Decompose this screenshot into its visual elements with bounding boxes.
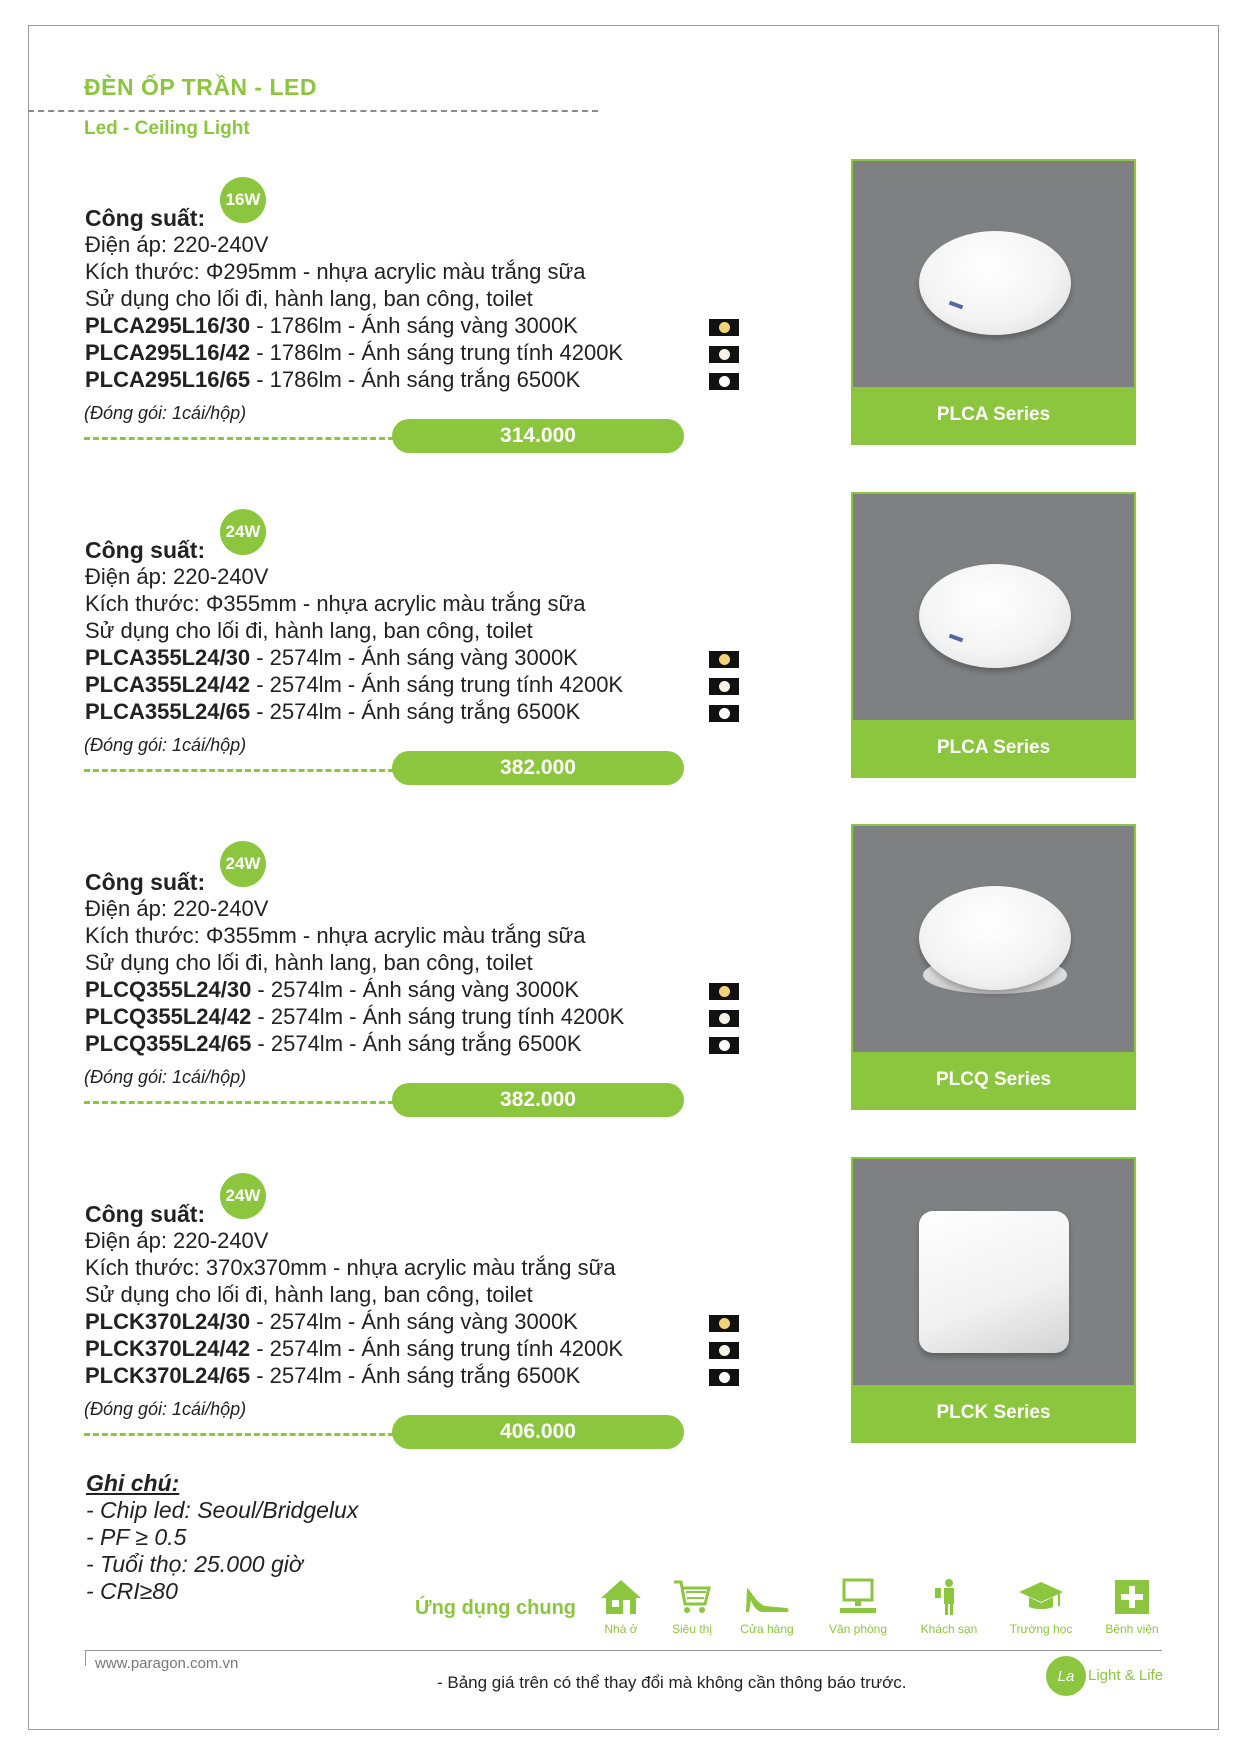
- voltage-spec: Điện áp: 220-240V: [85, 896, 269, 921]
- brand-logo: La: [1046, 1656, 1086, 1696]
- model-desc: - 2574lm - Ánh sáng trắng 6500K: [251, 1031, 582, 1056]
- price-tag: 382.000: [392, 1083, 684, 1117]
- light-color-icon: [709, 1369, 739, 1386]
- brand-mark: [949, 301, 964, 310]
- price-tag: 382.000: [392, 751, 684, 785]
- app-label: Bệnh viện: [1105, 1622, 1159, 1636]
- power-label: Công suất:: [85, 537, 206, 563]
- power-label: Công suất:: [85, 205, 206, 231]
- light-dot: [719, 986, 730, 997]
- light-dot: [719, 322, 730, 333]
- square-ceiling-lamp-image: [919, 1211, 1069, 1353]
- light-dot: [719, 1372, 730, 1383]
- note-item: - Chip led: Seoul/Bridgelux: [86, 1497, 359, 1523]
- packing-info: (Đóng gói: 1cái/hộp): [84, 1067, 247, 1087]
- app-label: Siêu thị: [671, 1622, 713, 1636]
- light-dot: [719, 708, 730, 719]
- packing-info: (Đóng gói: 1cái/hộp): [84, 735, 247, 755]
- model-row: [85, 1004, 624, 1030]
- model-desc: - 2574lm - Ánh sáng trắng 6500K: [250, 699, 581, 724]
- series-label: PLCA Series: [853, 387, 1134, 443]
- wattage-badge: 16W: [220, 177, 266, 223]
- product-photo: [851, 159, 1136, 445]
- model-code: PLCA295L16/65: [85, 367, 251, 392]
- light-dot: [719, 1013, 730, 1024]
- packing-divider: [84, 437, 394, 440]
- usage-spec: Sử dụng cho lối đi, hành lang, ban công, toilet: [85, 286, 533, 311]
- light-color-icon: [709, 1010, 739, 1027]
- model-row: [85, 645, 578, 671]
- model-desc: - 2574lm - Ánh sáng trung tính 4200K: [250, 672, 624, 697]
- size-spec: Kích thước: Φ355mm - nhựa acrylic màu trắng sữa: [85, 591, 586, 616]
- footer-tick: [85, 1650, 86, 1666]
- light-color-icon: [709, 1315, 739, 1332]
- model-code: PLCA355L24/42: [85, 672, 251, 697]
- usage-spec: Sử dụng cho lối đi, hành lang, ban công, toilet: [85, 1282, 533, 1307]
- packing-divider: [84, 1101, 394, 1104]
- cart-icon: [672, 1578, 712, 1616]
- light-dot: [719, 1345, 730, 1356]
- footer-divider: [85, 1650, 1162, 1651]
- note-item: - CRI≥80: [86, 1578, 178, 1604]
- model-desc: - 1786lm - Ánh sáng vàng 3000K: [250, 313, 578, 338]
- model-code: PLCK370L24/30: [85, 1309, 251, 1334]
- size-spec: Kích thước: 370x370mm - nhựa acrylic màu trắng sữa: [85, 1255, 616, 1280]
- app-label: Cửa hàng: [740, 1622, 794, 1636]
- page-subtitle: Led - Ceiling Light: [84, 118, 250, 139]
- price-tag: 406.000: [392, 1415, 684, 1449]
- app-label: Nhà ở: [604, 1622, 638, 1636]
- model-desc: - 1786lm - Ánh sáng trắng 6500K: [250, 367, 581, 392]
- app-label: Văn phòng: [828, 1622, 888, 1636]
- title-divider: [28, 110, 598, 112]
- app-hotel: [904, 1578, 994, 1636]
- packing-info: (Đóng gói: 1cái/hộp): [84, 1399, 247, 1419]
- power-label: Công suất:: [85, 869, 206, 895]
- note-item: - PF ≥ 0.5: [86, 1524, 187, 1550]
- graduation-cap-icon: [1017, 1578, 1065, 1616]
- model-desc: - 2574lm - Ánh sáng trắng 6500K: [250, 1363, 581, 1388]
- model-code: PLCK370L24/65: [85, 1363, 251, 1388]
- size-spec: Kích thước: Φ355mm - nhựa acrylic màu trắng sữa: [85, 923, 586, 948]
- model-row: [85, 340, 623, 366]
- model-desc: - 1786lm - Ánh sáng trung tính 4200K: [250, 340, 624, 365]
- model-code: PLCQ355L24/30: [85, 977, 252, 1002]
- light-color-icon: [709, 1342, 739, 1359]
- office-desk-icon: [838, 1578, 878, 1616]
- wattage-badge: 24W: [220, 841, 266, 887]
- model-code: PLCQ355L24/42: [85, 1004, 252, 1029]
- packing-divider: [84, 769, 394, 772]
- light-color-icon: [709, 319, 739, 336]
- round-ceiling-lamp-image: [919, 886, 1071, 990]
- model-desc: - 2574lm - Ánh sáng vàng 3000K: [250, 1309, 578, 1334]
- series-label: PLCQ Series: [853, 1052, 1134, 1108]
- page-title: ĐÈN ỐP TRẦN - LED: [84, 74, 317, 100]
- model-row: [85, 367, 580, 393]
- model-desc: - 2574lm - Ánh sáng trung tính 4200K: [250, 1336, 624, 1361]
- note-item: - Tuổi thọ: 25.000 giờ: [86, 1551, 303, 1577]
- bellhop-icon: [929, 1578, 969, 1616]
- brand-tagline: Light & Life: [1088, 1667, 1164, 1684]
- light-dot: [719, 681, 730, 692]
- series-label: PLCK Series: [853, 1385, 1134, 1441]
- high-heel-icon: [743, 1578, 791, 1616]
- app-shop: [722, 1578, 812, 1636]
- model-row: [85, 313, 578, 339]
- light-dot: [719, 1318, 730, 1329]
- round-ceiling-lamp-image: [919, 231, 1071, 335]
- app-office: [813, 1578, 903, 1636]
- light-color-icon: [709, 651, 739, 668]
- model-row: [85, 1309, 578, 1335]
- price-tag: 314.000: [392, 419, 684, 453]
- app-label: Trường học: [1009, 1622, 1073, 1636]
- model-code: PLCK370L24/42: [85, 1336, 251, 1361]
- light-color-icon: [709, 1037, 739, 1054]
- product-photo: [851, 1157, 1136, 1443]
- packing-info: (Đóng gói: 1cái/hộp): [84, 403, 247, 423]
- model-code: PLCA355L24/30: [85, 645, 251, 670]
- notes-section: [86, 1470, 358, 1605]
- light-color-icon: [709, 705, 739, 722]
- model-desc: - 2574lm - Ánh sáng vàng 3000K: [250, 645, 578, 670]
- light-dot: [719, 349, 730, 360]
- model-row: [85, 699, 580, 725]
- packing-divider: [84, 1433, 394, 1436]
- notes-heading: Ghi chú:: [86, 1470, 180, 1496]
- model-row: [85, 1336, 623, 1362]
- price-disclaimer: - Bảng giá trên có thể thay đổi mà không cần thông báo trước.: [437, 1673, 907, 1692]
- series-label: PLCA Series: [853, 720, 1134, 776]
- product-photo: [851, 824, 1136, 1110]
- model-row: [85, 1363, 580, 1389]
- light-dot: [719, 1040, 730, 1051]
- model-code: PLCA355L24/65: [85, 699, 251, 724]
- app-label: Khách sạn: [920, 1622, 978, 1636]
- light-dot: [719, 654, 730, 665]
- model-desc: - 2574lm - Ánh sáng trung tính 4200K: [251, 1004, 625, 1029]
- brand-mark: [949, 634, 964, 643]
- voltage-spec: Điện áp: 220-240V: [85, 1228, 269, 1253]
- medical-cross-icon: [1113, 1578, 1151, 1616]
- app-hospital: [1087, 1578, 1177, 1636]
- usage-spec: Sử dụng cho lối đi, hành lang, ban công, toilet: [85, 618, 533, 643]
- power-label: Công suất:: [85, 1201, 206, 1227]
- voltage-spec: Điện áp: 220-240V: [85, 232, 269, 257]
- light-dot: [719, 376, 730, 387]
- light-color-icon: [709, 983, 739, 1000]
- usage-spec: Sử dụng cho lối đi, hành lang, ban công, toilet: [85, 950, 533, 975]
- product-photo: [851, 492, 1136, 778]
- house-icon: [599, 1578, 643, 1616]
- round-ceiling-lamp-image: [919, 564, 1071, 668]
- wattage-badge: 24W: [220, 1173, 266, 1219]
- light-color-icon: [709, 373, 739, 390]
- model-row: [85, 977, 579, 1003]
- model-row: [85, 672, 623, 698]
- model-row: [85, 1031, 582, 1057]
- model-code: PLCQ355L24/65: [85, 1031, 252, 1056]
- model-code: PLCA295L16/42: [85, 340, 251, 365]
- website-link[interactable]: www.paragon.com.vn: [95, 1655, 239, 1672]
- applications-label: Ứng dụng chung: [415, 1597, 576, 1619]
- light-color-icon: [709, 678, 739, 695]
- model-desc: - 2574lm - Ánh sáng vàng 3000K: [251, 977, 580, 1002]
- size-spec: Kích thước: Φ295mm - nhựa acrylic màu trắng sữa: [85, 259, 586, 284]
- model-code: PLCA295L16/30: [85, 313, 251, 338]
- voltage-spec: Điện áp: 220-240V: [85, 564, 269, 589]
- app-school: [996, 1578, 1086, 1636]
- wattage-badge: 24W: [220, 509, 266, 555]
- light-color-icon: [709, 346, 739, 363]
